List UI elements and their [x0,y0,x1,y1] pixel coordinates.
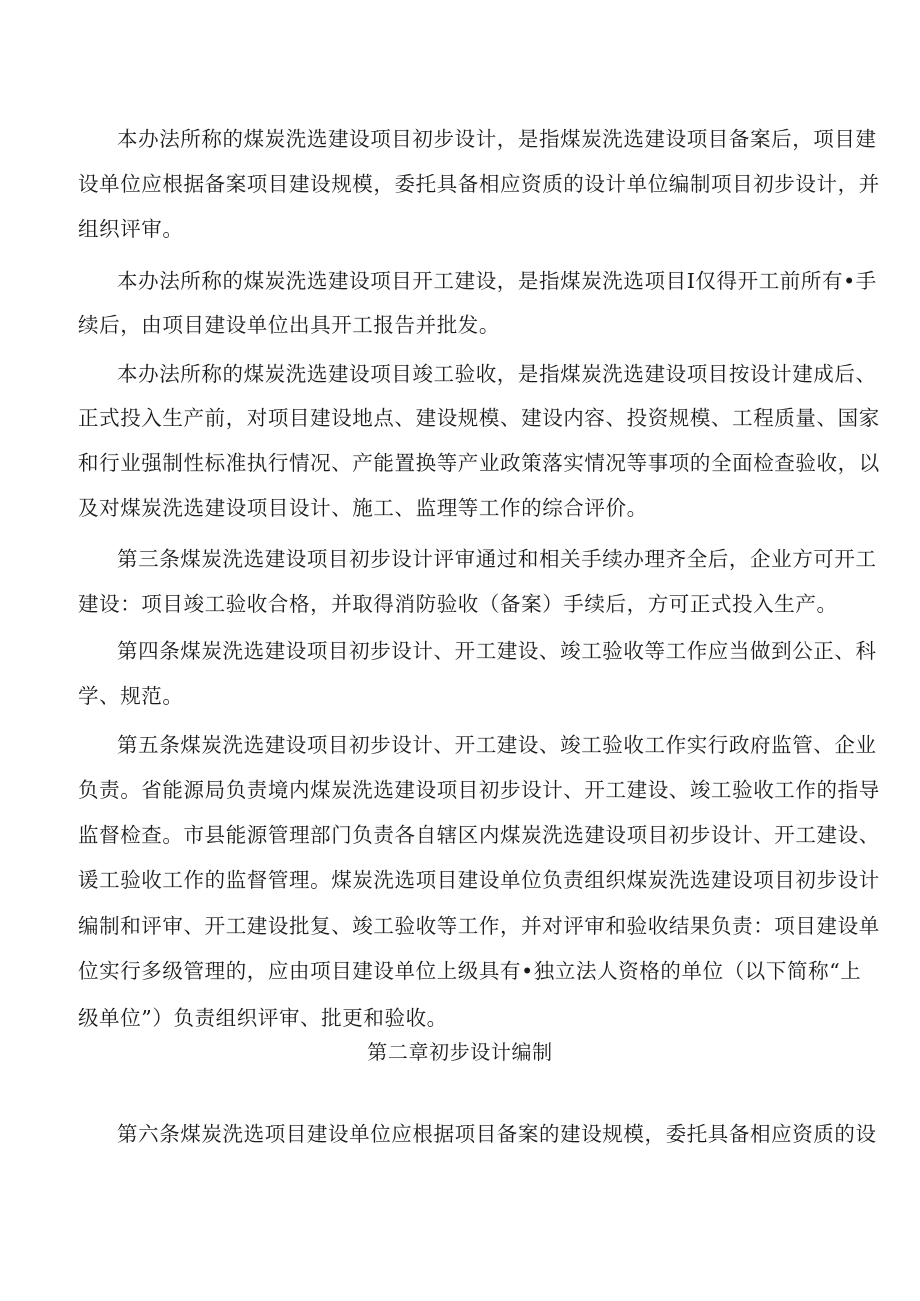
paragraph-6-line-3: 监督检查。市县能源管理部门负责各自辖区内煤炭洗选建设项目初步设计、开工建设、 [78,823,880,847]
paragraph-6-line-7: 级单位”）负责组织评审、批更和验收。 [78,1006,448,1030]
paragraph-2-line-1: 本办法所称的煤炭洗选建设项目开工建设，是指煤炭洗选项目I仅得开工前所有•手 [117,269,877,293]
paragraph-7-line-1: 第六条煤炭洗选项目建设单位应根据项目备案的建设规模，委托具备相应资质的设 [117,1122,877,1146]
paragraph-4-line-1: 第三条煤炭洗选建设项目初步设计评审通过和相关手续办理齐全后，企业方可开工 [117,547,877,571]
paragraph-3-line-2: 正式投入生产前，对项目建设地点、建设规模、建设内容、投资规模、工程质量、国家 [78,406,880,430]
paragraph-6-line-6: 位实行多级管理的，应由项目建设单位上级具有•独立法人资格的单位（以下简称“上 [78,959,862,983]
paragraph-6-line-1: 第五条煤炭洗选建设项目初步设计、开工建设、竣工验收工作实行政府监管、企业 [117,733,877,757]
paragraph-6-line-4: 谖工验收工作的监督管理。煤炭洗选项目建设单位负责组织煤炭洗选建设项目初步设计 [78,868,880,892]
paragraph-2-line-2: 续后，由项目建设单位出具开工报告并批发。 [78,313,500,337]
chapter-heading: 第二章初步设计编制 [367,1040,553,1064]
paragraph-6-line-2: 负责。省能源局负责境内煤炭洗选建设项目初步设计、开工建设、竣工验收工作的指导 [78,778,880,802]
paragraph-3-line-4: 及对煤炭洗选建设项目设计、施工、监理等工作的综合评价。 [78,496,648,520]
paragraph-1-line-2: 设单位应根据备案项目建设规模，委托具备相应资质的设计单位编制项目初步设计，并 [78,172,880,196]
paragraph-3-line-1: 本办法所称的煤炭洗选建设项目竣工验收，是指煤炭洗选建设项目按设计建成后、 [117,362,877,386]
paragraph-1-line-1: 本办法所称的煤炭洗选建设项目初步设计，是指煤炭洗选建设项目备案后，项目建 [117,127,877,151]
paragraph-4-line-2: 建设：项目竣工验收合格，并取得消防验收（备案）手续后，方可正式投入生产。 [78,592,838,616]
paragraph-6-line-5: 编制和评审、开工建设批复、竣工验收等工作，并对评审和验收结果负责：项目建设单 [78,914,880,938]
paragraph-1-line-3: 组织评审。 [78,217,184,241]
paragraph-3-line-3: 和行业强制性标准执行情况、产能置换等产业政策落实情况等事项的全面检查验收，以 [78,451,880,475]
paragraph-5-line-2: 学、规范。 [78,684,184,708]
paragraph-5-line-1: 第四条煤炭洗选建设项目初步设计、开工建设、竣工验收等工作应当做到公正、科 [117,639,877,663]
